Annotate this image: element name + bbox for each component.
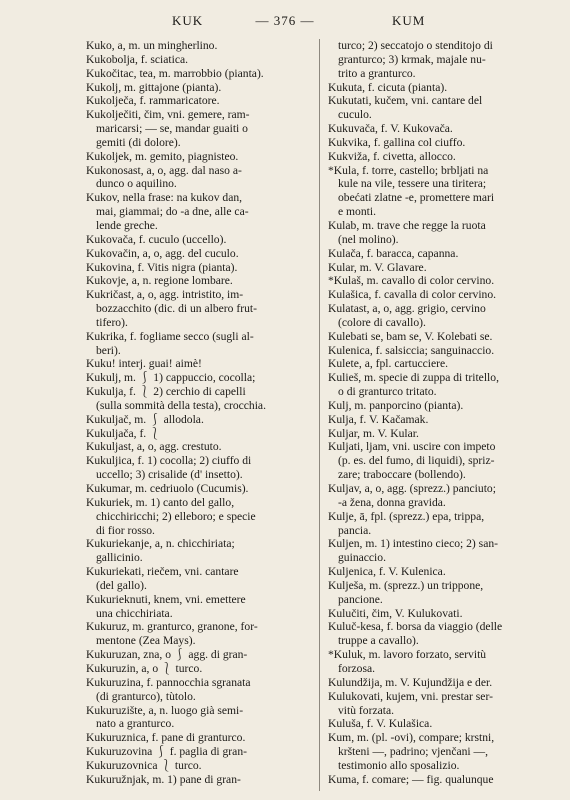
dictionary-line: beri). bbox=[96, 343, 121, 357]
dictionary-line: Kukrika, f. fogliame secco (sugli al- bbox=[86, 329, 254, 343]
dictionary-line: Kukuruzin, a, o ⎱ turco. bbox=[86, 661, 203, 675]
dictionary-line: Kukuružnjak, m. 1) pane di gran- bbox=[86, 772, 241, 786]
dictionary-line: cuculo. bbox=[338, 108, 372, 122]
dictionary-line: maricarsi; — se, mandar guaiti o bbox=[96, 122, 248, 136]
page-number: — 376 — bbox=[255, 13, 315, 28]
dictionary-line: mai, giammai; do -a dne, alle ca- bbox=[96, 205, 249, 219]
dictionary-line: gallicinio. bbox=[96, 551, 143, 565]
dictionary-line: Kulj, m. panporcino (pianta). bbox=[328, 398, 464, 412]
dictionary-line: Kukvika, f. gallina col ciuffo. bbox=[328, 135, 466, 149]
dictionary-line: Kukuljača, f. ⎱ bbox=[86, 426, 161, 440]
dictionary-line: Kukuruznica, f. pane di granturco. bbox=[86, 731, 246, 745]
dictionary-line: Kuljenica, f. V. Kulenica. bbox=[328, 565, 446, 579]
dictionary-line: Kukuruzište, a, n. luogo già semi- bbox=[86, 703, 244, 717]
dictionary-line: forzosa. bbox=[338, 661, 376, 675]
dictionary-line: Kukurieknuti, knem, vni. emettere bbox=[86, 592, 246, 606]
dictionary-line: lende greche. bbox=[96, 218, 158, 232]
dictionary-line: Kular, m. V. Glavare. bbox=[328, 260, 427, 274]
left-column bbox=[86, 39, 316, 787]
dictionary-line: Kuluč-kesa, f. borsa da viaggio (delle bbox=[328, 620, 503, 634]
dictionary-line: Kukutati, kučem, vni. cantare del bbox=[328, 94, 483, 108]
dictionary-line: Kukoljek, m. gemito, piagnisteo. bbox=[86, 149, 239, 163]
right-running-head: KUM bbox=[392, 13, 426, 28]
dictionary-line: Kukovje, a, n. regione lombare. bbox=[86, 274, 233, 288]
dictionary-line: pancione. bbox=[338, 592, 383, 606]
dictionary-line: Kukviža, f. civetta, allocco. bbox=[328, 149, 456, 163]
dictionary-line: Kulučiti, čim, V. Kulukovati. bbox=[328, 606, 463, 620]
dictionary-line: Kukulja, f. ⎱ 2) cerchio di capelli bbox=[86, 385, 246, 399]
dictionary-line: zare; traboccare (bollendo). bbox=[338, 468, 466, 482]
dictionary-line: Kukuruzovnica ⎱ turco. bbox=[86, 758, 202, 772]
dictionary-line: granturco; 3) krmak, majale nu- bbox=[338, 52, 486, 66]
dictionary-line: dunco o aquilino. bbox=[96, 177, 177, 191]
dictionary-line: truppe a cavallo). bbox=[338, 634, 419, 648]
dictionary-line: (colore di cavallo). bbox=[338, 315, 426, 329]
dictionary-line: pancia. bbox=[338, 523, 372, 537]
dictionary-line: guinaccio. bbox=[338, 551, 386, 565]
dictionary-line: kule na vile, tessere una tiritera; bbox=[338, 177, 487, 191]
dictionary-line: Kukuljač, m. ⎰ allodola. bbox=[86, 412, 204, 426]
dictionary-line: Kukuruzovina ⎰ f. paglia di gran- bbox=[86, 745, 247, 759]
dictionary-line: Kukolјeča, f. rammaricatore. bbox=[86, 94, 220, 108]
dictionary-line: Kuko, a, m. un mingherlino. bbox=[86, 39, 218, 52]
dictionary-line: -a žena, donna gravida. bbox=[338, 495, 446, 509]
dictionary-line: gemiti (di dolore). bbox=[96, 135, 181, 149]
dictionary-line: Kukov, nella frase: na kukov dan, bbox=[86, 191, 243, 205]
dictionary-line: Kukobolja, f. sciatica. bbox=[86, 52, 189, 66]
dictionary-line: Kuluša, f. V. Kulašica. bbox=[328, 717, 433, 731]
dictionary-line: Kukuriek, m. 1) canto del gallo, bbox=[86, 495, 235, 509]
dictionary-line: chicchiricchi; 2) elleboro; e specie bbox=[96, 509, 256, 523]
dictionary-line: Kukuta, f. cicuta (pianta). bbox=[328, 80, 448, 94]
dictionary-line: mentone (Zea Mays). bbox=[96, 634, 196, 648]
dictionary-line: testimonio allo sposalizio. bbox=[338, 758, 460, 772]
dictionary-line: Kulieš, m. specie di zuppa di tritello, bbox=[328, 371, 499, 385]
dictionary-line: Kuljar, m. V. Kular. bbox=[328, 426, 419, 440]
dictionary-line: (del gallo). bbox=[96, 578, 147, 592]
left-running-head: KUK bbox=[172, 13, 204, 28]
dictionary-line: Kukovina, f. Vitis nigra (pianta). bbox=[86, 260, 238, 274]
dictionary-line: Kukovačin, a, o, agg. del cuculo. bbox=[86, 246, 239, 260]
dictionary-line: *Kulaš, m. cavallo di color cervino. bbox=[328, 274, 495, 288]
dictionary-line: Kukuruzan, zna, o ⎰ agg. di gran- bbox=[86, 648, 248, 662]
dictionary-line: una chicchiriata. bbox=[96, 606, 173, 620]
dictionary-line: bozzacchito (dic. di un albero frut- bbox=[96, 302, 257, 316]
dictionary-line: uccello; 3) crisalide (d' insetto). bbox=[96, 468, 243, 482]
dictionary-line: Kukumar, m. cedriuolo (Cucumis). bbox=[86, 482, 249, 495]
dictionary-line: Kukuriekanje, a, n. chicchiriata; bbox=[86, 537, 235, 551]
dictionary-line: Kukričast, a, o, agg. intristito, im- bbox=[86, 288, 244, 302]
dictionary-line: obećati zlatne -e, promettere mari bbox=[338, 191, 495, 205]
dictionary-line: (p. es. del fumo, di liquidi), spriz- bbox=[338, 454, 495, 468]
dictionary-line: Kukuljast, a, o, agg. crestuto. bbox=[86, 440, 222, 454]
dictionary-line: Kulja, f. V. Kačamak. bbox=[328, 412, 429, 426]
dictionary-line: Kukuljica, f. 1) cocolla; 2) ciuffo di bbox=[86, 454, 252, 468]
dictionary-line: *Kula, f. torre, castello; brbljati na bbox=[328, 163, 489, 177]
dictionary-line: Kuljav, a, o, agg. (sprezz.) panciuto; bbox=[328, 482, 496, 495]
dictionary-line: Kulukovati, kujem, vni. prestar ser- bbox=[328, 689, 493, 703]
dictionary-line: trito a granturco. bbox=[338, 66, 416, 80]
dictionary-line: Kukulj, m. ⎰ 1) cappuccio, cocolla; bbox=[86, 371, 256, 385]
dictionary-line: o di granturco tritato. bbox=[338, 385, 437, 399]
dictionary-line: Kukočitac, tea, m. marrobbio (pianta). bbox=[86, 66, 264, 80]
dictionary-line: *Kuluk, m. lavoro forzato, servitù bbox=[328, 648, 487, 662]
dictionary-line: e monti. bbox=[338, 205, 376, 219]
dictionary-line: Kulašica, f. cavalla di color cervino. bbox=[328, 288, 497, 302]
dictionary-line: Kulenica, f. salsiccia; sanguinaccio. bbox=[328, 343, 495, 357]
dictionary-line: Kuku! interj. guai! aimè! bbox=[86, 357, 202, 371]
dictionary-line: (nel molino). bbox=[338, 232, 399, 246]
dictionary-line: vitù forzata. bbox=[338, 703, 395, 717]
dictionary-line: Kulješa, m. (sprezz.) un trippone, bbox=[328, 578, 484, 592]
dictionary-line: tifero). bbox=[96, 315, 128, 329]
dictionary-line: Kulebati se, bam se, V. Kolebati se. bbox=[328, 329, 493, 343]
page-header bbox=[0, 13, 570, 33]
dictionary-line: Kuljati, ljam, vni. uscire con impeto bbox=[328, 440, 496, 454]
right-column bbox=[328, 39, 558, 787]
dictionary-line: turco; 2) seccatojo o stenditojo di bbox=[338, 39, 493, 52]
dictionary-line: kršteni —, padrino; vjenčani —, bbox=[338, 745, 489, 759]
dictionary-line: di fior rosso. bbox=[96, 523, 155, 537]
dictionary-line: Kukuvača, f. V. Kukovača. bbox=[328, 122, 453, 136]
dictionary-line: Kuma, f. comare; — fig. qualunque bbox=[328, 772, 494, 786]
dictionary-line: Kukolj, m. gittajone (pianta). bbox=[86, 80, 222, 94]
dictionary-line: Kulatast, a, o, agg. grigio, cervino bbox=[328, 302, 486, 316]
dictionary-line: Kukovača, f. cuculo (uccello). bbox=[86, 232, 227, 246]
dictionary-line: nato a granturco. bbox=[96, 717, 175, 731]
dictionary-line: Kulab, m. trave che regge la ruota bbox=[328, 218, 486, 232]
dictionary-line: (di granturco), tùtolo. bbox=[96, 689, 196, 703]
dictionary-line: Kulete, a, fpl. cartucciere. bbox=[328, 357, 449, 371]
dictionary-line: Kulje, ā, fpl. (sprezz.) epa, trippa, bbox=[328, 509, 485, 523]
dictionary-line: Kum, m. (pl. -ovi), compare; krstni, bbox=[328, 731, 495, 745]
dictionary-line: Kulača, f. baracca, capanna. bbox=[328, 246, 459, 260]
dictionary-line: Kukolječiti, čim, vni. gemere, ram- bbox=[86, 108, 250, 122]
dictionary-line: Kulundžija, m. V. Kujundžija e der. bbox=[328, 675, 493, 689]
dictionary-line: Kuljen, m. 1) intestino cieco; 2) san- bbox=[328, 537, 499, 551]
column-divider bbox=[319, 39, 320, 791]
dictionary-line: Kukuriekati, riečem, vni. cantare bbox=[86, 565, 239, 579]
dictionary-line: Kukuruz, m. granturco, granone, for- bbox=[86, 620, 258, 634]
dictionary-line: (sulla sommità della testa), crocchia. bbox=[96, 398, 266, 412]
dictionary-line: Kukuruzina, f. pannocchia sgranata bbox=[86, 675, 251, 689]
dictionary-line: Kukonosast, a, o, agg. dal naso a- bbox=[86, 163, 242, 177]
